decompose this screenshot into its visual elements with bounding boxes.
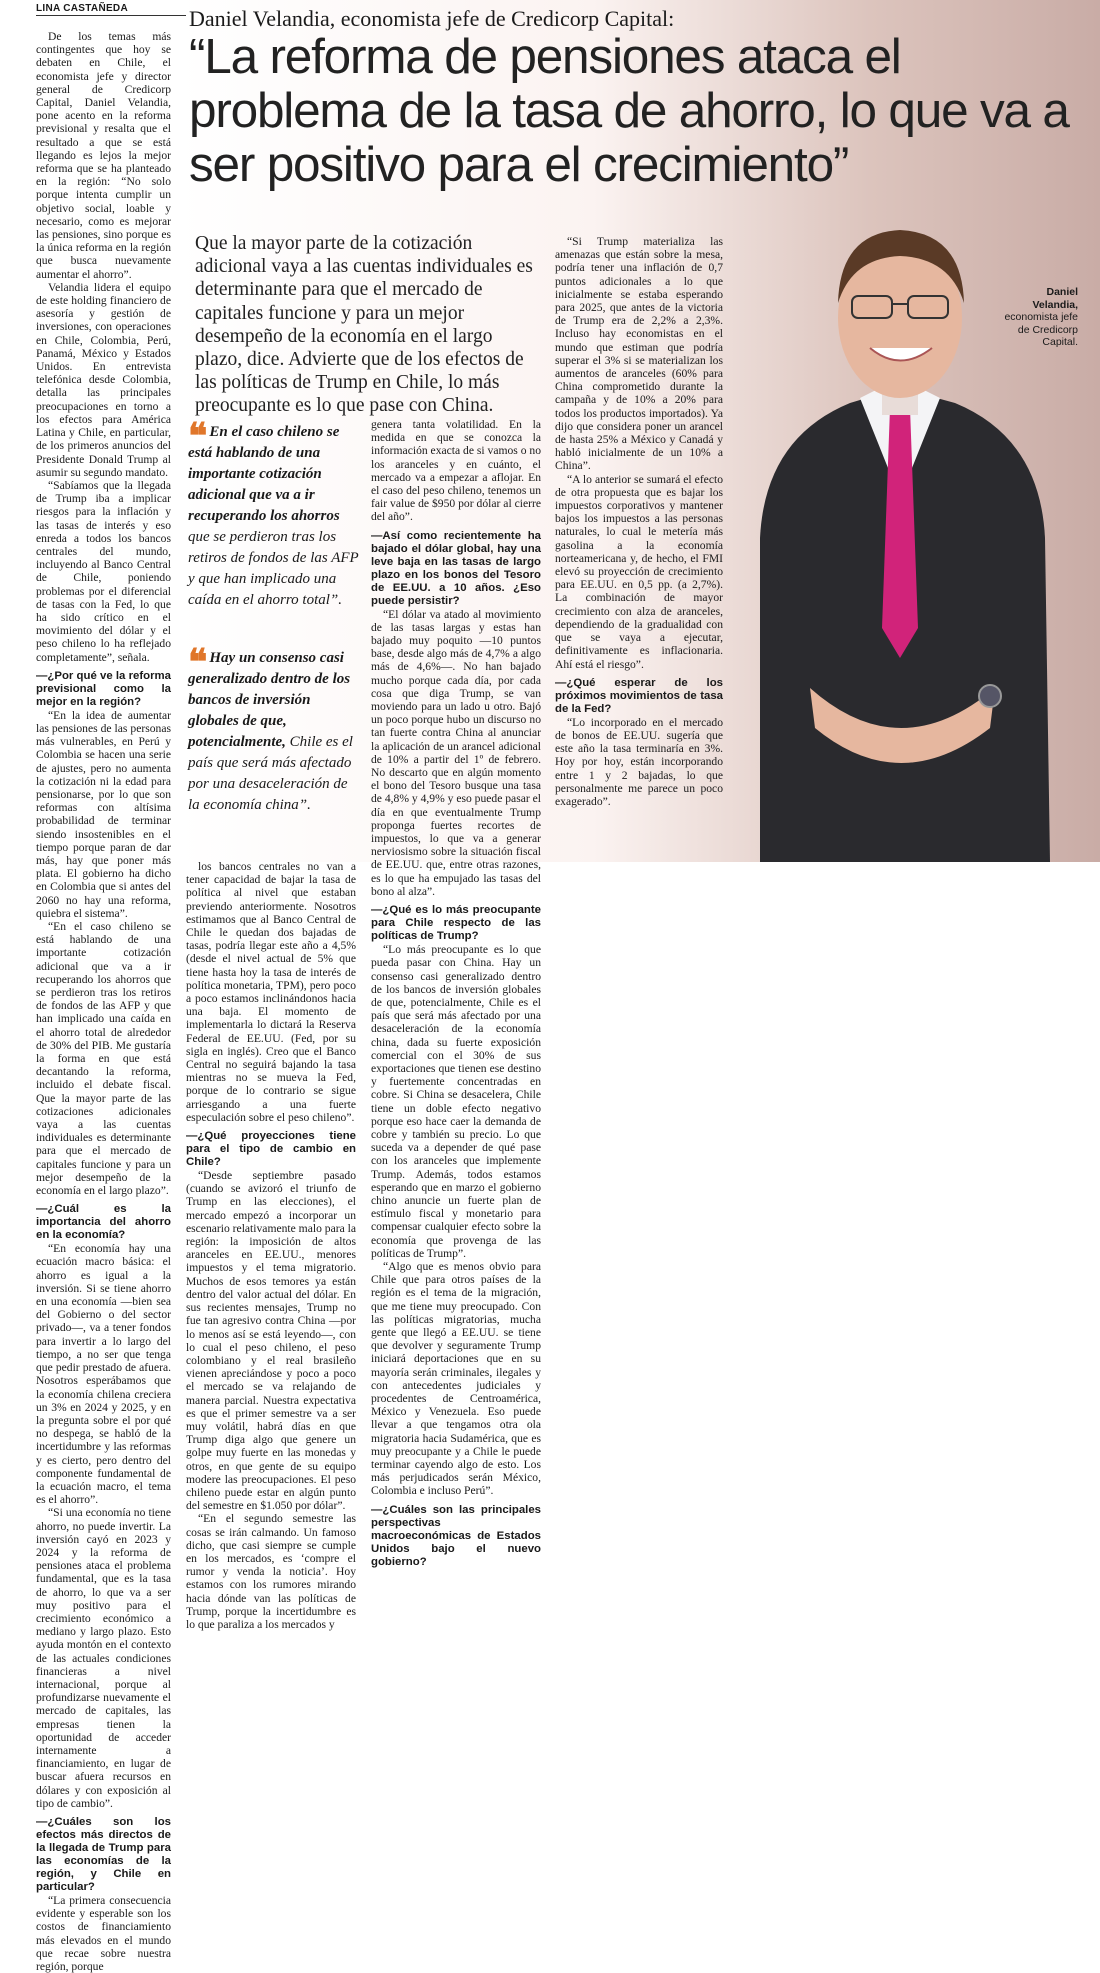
lead-paragraph: Que la mayor parte de la cotización adicional vaya a las cuentas individuales es determinante para que el mercado de capitales funcione y para un mejor desempeño de la economía en el largo plazo, dice. Advierte que de los efectos de las políticas de Trump en Chile, lo más preocupante es lo que pase con China. <box>195 233 533 417</box>
caption-role: economista jefe de Credicorp Capital. <box>1004 311 1078 348</box>
body-paragraph: De los temas más contingentes que hoy se debaten en Chile, el economista jefe y director general de Credicorp Capital, Daniel Velandia, pone acento en la reforma previsional y resalta que el resultado a que se está llegando es lejos la mejor reforma que se ha planteado en la región: “No solo porque intenta cumplir un objetivo social, loable y necesario, como es mejorar las pensiones, sino porque es la única reforma en la región que busca nuevamente aumentar el ahorro”. <box>36 30 171 281</box>
interview-question: —¿Qué proyecciones tiene para el tipo de cambio en Chile? <box>186 1130 356 1169</box>
body-paragraph: “Sabíamos que la llegada de Trump iba a implicar riesgos para la inflación y las tasas de interés y eso enreda a todos los bancos centrales del mundo, incluyendo al Banco Central de Chile, poniendo problemas por el diferencial de tasas con la Fed, lo que ha sido crítico en el movimiento del dólar y el peso chileno lo ha reflejado completamente”, señala. <box>36 478 171 664</box>
column-2 <box>186 860 356 1694</box>
body-paragraph: “El dólar va atado al movimiento de las tasas largas y estas han bajado muy poquito —10 puntos base, desde algo más de 4,7% a algo más de 4,6%—. No han bajado mucho porque cada día, por cada cosa que diga Trump, se van moviendo para un lado u otro. Bajó un poco porque hubo un discurso no tan fuerte contra China al anunciar la aplicación de un arancel adicional de 10% a partir del 1º de febrero. No descarto que en algún momento el bono del Tesoro busque una tasa de 4,8% y 4,9% y eso puede pasar el día en que eventualmente Trump proponga fuertes recortes de impuestos, lo que va a generar nerviosismo sobre la situación fiscal de EE.UU. que, entre otras razones, es lo que ha empujado las tasas del bono al alza”. <box>371 607 541 898</box>
interview-question: —¿Cuáles son los efectos más directos de la llegada de Trump para las economías de la región, y Chile en particular? <box>36 1816 171 1893</box>
body-paragraph: “En la idea de aumentar las pensiones de las personas más vulnerables, en Perú y Colombia se hacen una serie de ajustes, pero no aumenta la cotización ni la edad para pensionarse, por lo que son reformas con altísima probabilidad de terminar siendo insostenibles en el tiempo porque paran de dar más, hay que poner más plata. El gobierno ha dicho en Colombia que si antes del 2060 no hay una reforma, quiebra el sistema”. <box>36 708 171 920</box>
interview-question: —¿Qué esperar de los próximos movimientos de tasa de la Fed? <box>555 676 723 715</box>
interview-question: —Así como recientemente ha bajado el dólar global, hay una leve baja en las tasas de largo plazo en los bonos del Tesoro de EE.UU. a 10 años. ¿Eso puede persistir? <box>371 529 541 607</box>
pullquote-1-rest: que se perdieron tras los retiros de fondos de las AFP y que han implicado una caída en el ahorro total”. <box>188 529 359 608</box>
body-paragraph: “Lo incorporado en el mercado de bonos de EE.UU. sugería que este año la tasa terminaría en 3%. Hoy por hoy, están incorporando entre 1 y 2 bajadas, lo que personalmente me parece un poco exagerado”. <box>555 715 723 808</box>
body-paragraph: “Si Trump materializa las amenazas que están sobre la mesa, podría tener una inflación de 0,7 puntos adicionales a lo que inicialmente se estaba esperando para 2025, que antes de la victoria de Trump era de 2,2% a 2,3%. Incluso hay economistas en el mundo que estiman que podría superar el 3% si se materializan los aumentos de aranceles (60% para China comprometido durante la campaña y de 10% a 20% para todos los productos importados). Ya dijo que considera poner un arancel de hasta 25% a México y Canadá y habló inicialmente de un 10% a China”. <box>555 235 723 473</box>
body-paragraph: “En economía hay una ecuación macro básica: el ahorro es igual a la inversión. Si se tiene ahorro en una economía —bien sea del Gobierno o del sector privado—, va a tener fondos para invertir a lo largo del tiempo, a no ser que tenga que pedir prestado de afuera. Nosotros esperábamos que la economía chilena creciera un 3% en 2024 y 2025, y en la pregunta sobre el por qué no despega, se habló de la incertidumbre y las reformas y es cierto, pero dentro del componente fundamental de la ecuación macro, el tema es el ahorro”. <box>36 1242 171 1507</box>
byline: LINA CASTAÑEDA <box>36 3 186 16</box>
kicker: Daniel Velandia, economista jefe de Credicorp Capital: <box>189 6 675 31</box>
quote-mark-icon: ❝ <box>188 416 208 456</box>
body-paragraph: los bancos centrales no van a tener capacidad de bajar la tasa de política al nivel que estaban previendo anteriormente. Nosotros estimamos que al Banco Central de Chile le quedan dos bajadas de tasas, podría llegar este año a 4,5% (desde el nivel actual de 5% que tiene hasta hoy la tasa de interés de política monetaria, TPM), pero poco a poco estamos inclinándonos hacia una baja. El momento de implementarla lo dictará la Reserva Federal de EE.UU. (Fed, por su sigla en inglés). Creo que el Banco Central no seguirá bajando la tasa mientras no se mueva la Fed, porque de lo contrario se sigue arriesgando a una fuerte especulación sobre el peso chileno”. <box>186 860 356 1124</box>
pullquote-2-rest: Chile es el país que será más afectado por una desaceleración de la economía china”. <box>188 734 353 813</box>
body-paragraph: genera tanta volatilidad. En la medida en que se conozca la información exacta de si vamos o no los aranceles y en cuánto, el mercado va a empezar a aflojar. En el caso del peso chileno, tenemos un fair value de $950 por dólar al cierre del año”. <box>371 418 541 524</box>
body-paragraph: Velandia lidera el equipo de este holding financiero de asesoría y gestión de inversiones, con operaciones en Chile, Colombia, Perú, Panamá, México y Estados Unidos. En entrevista telefónica desde Colombia, detalla las principales preocupaciones en torno a los efectos para América Latina y Chile, en particular, de los primeros anuncios del Presidente Donald Trump al asumir su segundo mandato. <box>36 280 171 479</box>
body-paragraph: “Desde septiembre pasado (cuando se avizoró el triunfo de Trump en las elecciones), el mercado empezó a incorporar un escenario relativamente malo para la región: la imposición de altos aranceles en EE.UU., menores impuestos y el tema migratorio. Muchos de esos temores ya están dentro del valor actual del dólar. En sus recientes mensajes, Trump no fue tan agresivo contra China —por lo menos así se está leyendo—, con lo cual el peso chileno, el peso colombiano y el real brasileño vienen apreciándose y poco a poco el mercado se va relajando de manera parcial. Nuestra expectativa es que el primer semestre va a ser muy volátil, habrá días en que Trump diga algo que genere un golpe muy fuerte en las monedas y otros, en que gente de su equipo modere las preocupaciones. El peso chileno puede estar en algún punto del semestre en $1.050 por dólar”. <box>186 1169 356 1513</box>
column-4 <box>555 235 723 835</box>
body-paragraph: “Si una economía no tiene ahorro, no puede invertir. La inversión cayó en 2023 y 2024 y la reforma de pensiones ataca el problema fundamental, que es la tasa de ahorro, lo que va a ser muy positivo para el crecimiento económico a mediano y largo plazo. Esto ayuda montón en el contexto de las actuales condiciones financieras a nivel internacional, porque al profundizarse nuevamente el mercado de capitales, las empresas tienen la oportunidad de acceder internamente a financiamiento, en lugar de buscar afuera recursos en dólares y con exposición al tipo de cambio”. <box>36 1506 171 1810</box>
pullquote-1-bold: En el caso chileno se está hablando de una importante cotización adicional que va a ir recuperando los ahorros <box>188 424 340 524</box>
body-paragraph: “Lo más preocupante es lo que pueda pasar con China. Hay un consenso casi generalizado dentro de los bancos de inversión globales de que, potencialmente, Chile es el país que será más afectado por una desaceleración de la economía china, dada su fuerte exposición comercial con el 30% de sus exportaciones que tienen ese destino y fuertemente concentradas en cobre. Si China se desacelera, Chile tiene un doble efecto negativo porque eso hace caer la demanda de cobre y también su precio. Lo que suceda va a depender de qué pase con los aranceles que implemente Trump. Además, todos estamos esperando que en marzo el gobierno chino anuncie un fuerte plan de estímulo fiscal y monetario para compensar cualquier efecto sobre la economía que provenga de las políticas de Trump”. <box>371 943 541 1260</box>
pullquote-2-bold: Hay un consenso casi generalizado dentro de los bancos de inversión globales de que, potencialmente, <box>188 650 351 750</box>
column-1 <box>36 30 171 1973</box>
interview-question: —¿Cuál es la importancia del ahorro en la economía? <box>36 1203 171 1242</box>
body-paragraph: “Algo que es menos obvio para Chile que para otros países de la región es el tema de la migración, que me tiene muy preocupado. Con las políticas migratorias, mucha gente que llegó a EE.UU. se tiene que devolver y seguramente Trump iniciará deportaciones que en su mayoría serán criminales, ilegales y con antecedentes judiciales y procedentes de Centroamérica, México y Venezuela. Eso puede llevar a que tengamos otra ola migratoria hacia Sudamérica, que es muy preocupante y a Chile le puede terminar cayendo algo de esto. Los más perjudicados serán México, Colombia e incluso Perú”. <box>371 1259 541 1498</box>
pullquote-1 <box>188 416 360 611</box>
quote-mark-icon: ❝ <box>188 642 208 682</box>
headline: “La reforma de pensiones ataca el problema de la tasa de ahorro, lo que va a ser positivo para el crecimiento” <box>189 29 1069 192</box>
interview-question: —¿Qué es lo más preocupante para Chile respecto de las políticas de Trump? <box>371 904 541 943</box>
interview-question: —¿Por qué ve la reforma previsional como la mejor en la región? <box>36 669 171 708</box>
column-3 <box>371 418 541 1694</box>
body-paragraph: “En el segundo semestre las cosas se irán calmando. Un famoso dicho, que casi siempre se cumple en los mercados, es ‘compre el rumor y venda la noticia’. Hoy estamos con los rumores mirando hacia dónde van las políticas de Trump, porque la incertidumbre es lo que paraliza a los mercados y <box>186 1512 356 1631</box>
body-paragraph: “A lo anterior se sumará el efecto de otra propuesta que es bajar los impuestos corporativos y mantener bajos los impuestos a las personas naturales, lo cual le metería más gasolina a la economía norteamericana y, de hecho, el FMI elevó su proyección de crecimiento para EE.UU. en 0,5 pp. (a 2,7%). La combinación de mayor crecimiento con alza de aranceles, dependiendo de la gradualidad con que se vaya a ejecutar, definitivamente es inflacionaria. Ahí está el riesgo”. <box>555 472 723 671</box>
caption-name: Daniel Velandia, <box>1032 286 1078 311</box>
body-paragraph: “En el caso chileno se está hablando de una importante cotización adicional que va a ir recuperando los ahorros que se perdieron tras los retiros de fondos de las AFP y que han implicado una caída en el ahorro total de alrededor de 30% del PIB. Me gustaría la forma en que está decantando la reforma, incluido el debate fiscal. Que la mayor parte de las cotizaciones adicionales vaya a las cuentas individuales es determinante para que el mercado de capitales funcione y para un mejor desempeño de la economía en el largo plazo”. <box>36 920 171 1198</box>
pullquote-2 <box>188 642 360 816</box>
body-paragraph: “La primera consecuencia evidente y esperable son los costos de financiamiento más elevados en el mundo que recae sobre nuestra región, porque <box>36 1894 171 1973</box>
photo-caption <box>1002 286 1078 349</box>
interview-question: —¿Cuáles son las principales perspectivas macroeconómicas de Estados Unidos bajo el nuevo gobierno? <box>371 1503 541 1568</box>
